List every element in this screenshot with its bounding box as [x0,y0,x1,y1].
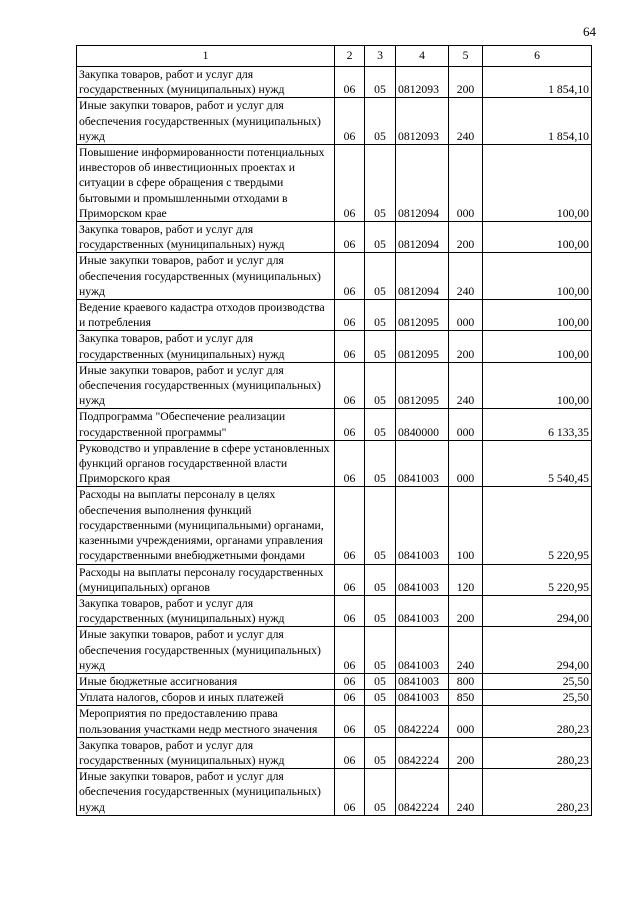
row-subsection: 05 [365,737,396,768]
budget-table [76,45,592,816]
row-target-code: 0812094 [396,253,449,300]
row-section: 06 [335,690,365,706]
row-amount: 280,23 [483,737,592,768]
row-name: Иные закупки товаров, работ и услуг для обеспечения государственных (муниципальных) нужд [77,627,335,674]
column-header: 6 [483,46,592,67]
row-amount: 100,00 [483,145,592,222]
row-expense-type: 000 [449,300,483,331]
row-expense-type: 000 [449,145,483,222]
row-section: 06 [335,673,365,689]
row-section: 06 [335,706,365,737]
table-row [77,300,592,331]
row-section: 06 [335,362,365,409]
row-name: Руководство и управление в сфере установленных функций органов государственной власти Приморского края [77,440,335,487]
row-target-code: 0812095 [396,331,449,362]
row-target-code: 0841003 [396,487,449,564]
row-name: Иные закупки товаров, работ и услуг для обеспечения государственных (муниципальных) нужд [77,98,335,145]
row-section: 06 [335,737,365,768]
row-expense-type: 200 [449,331,483,362]
table-row [77,627,592,674]
table-row [77,253,592,300]
row-amount: 25,50 [483,690,592,706]
row-name: Иные закупки товаров, работ и услуг для обеспечения государственных (муниципальных) нужд [77,362,335,409]
row-amount: 280,23 [483,769,592,816]
row-target-code: 0841003 [396,564,449,595]
table-row [77,409,592,440]
row-name: Закупка товаров, работ и услуг для государственных (муниципальных) нужд [77,737,335,768]
row-amount: 1 854,10 [483,67,592,98]
row-target-code: 0812095 [396,300,449,331]
row-name: Закупка товаров, работ и услуг для государственных (муниципальных) нужд [77,67,335,98]
table-row [77,440,592,487]
table-row [77,222,592,253]
row-expense-type: 240 [449,253,483,300]
row-section: 06 [335,595,365,626]
row-expense-type: 200 [449,737,483,768]
table-row [77,595,592,626]
row-name: Закупка товаров, работ и услуг для государственных (муниципальных) нужд [77,331,335,362]
row-target-code: 0842224 [396,737,449,768]
row-name: Иные закупки товаров, работ и услуг для обеспечения государственных (муниципальных) нужд [77,769,335,816]
row-amount: 5 220,95 [483,564,592,595]
column-header: 1 [77,46,335,67]
row-subsection: 05 [365,595,396,626]
row-subsection: 05 [365,769,396,816]
table-row [77,690,592,706]
row-amount: 100,00 [483,253,592,300]
row-subsection: 05 [365,487,396,564]
row-name: Расходы на выплаты персоналу в целях обеспечения выполнения функций государственными (муниципальными) органами, казенными учреждениями, органами управления государственными внебюджетными фондами [77,487,335,564]
row-expense-type: 100 [449,487,483,564]
row-subsection: 05 [365,331,396,362]
table-row [77,98,592,145]
column-header: 2 [335,46,365,67]
row-subsection: 05 [365,362,396,409]
row-section: 06 [335,253,365,300]
row-target-code: 0812094 [396,145,449,222]
row-target-code: 0812093 [396,98,449,145]
row-name: Иные закупки товаров, работ и услуг для обеспечения государственных (муниципальных) нужд [77,253,335,300]
row-expense-type: 200 [449,67,483,98]
row-section: 06 [335,769,365,816]
row-target-code: 0812095 [396,362,449,409]
row-expense-type: 240 [449,769,483,816]
row-section: 06 [335,409,365,440]
row-target-code: 0812094 [396,222,449,253]
row-section: 06 [335,627,365,674]
row-subsection: 05 [365,627,396,674]
table-row [77,769,592,816]
row-amount: 100,00 [483,331,592,362]
row-subsection: 05 [365,706,396,737]
row-section: 06 [335,300,365,331]
row-target-code: 0841003 [396,690,449,706]
row-name: Уплата налогов, сборов и иных платежей [77,690,335,706]
row-section: 06 [335,145,365,222]
row-amount: 25,50 [483,673,592,689]
row-amount: 5 540,45 [483,440,592,487]
row-amount: 294,00 [483,595,592,626]
row-section: 06 [335,67,365,98]
row-section: 06 [335,222,365,253]
row-name: Закупка товаров, работ и услуг для государственных (муниципальных) нужд [77,595,335,626]
row-expense-type: 000 [449,706,483,737]
row-subsection: 05 [365,440,396,487]
row-amount: 1 854,10 [483,98,592,145]
row-amount: 5 220,95 [483,487,592,564]
row-name: Расходы на выплаты персоналу государственных (муниципальных) органов [77,564,335,595]
row-target-code: 0841003 [396,627,449,674]
row-expense-type: 800 [449,673,483,689]
row-subsection: 05 [365,145,396,222]
row-expense-type: 200 [449,595,483,626]
row-name: Ведение краевого кадастра отходов производства и потребления [77,300,335,331]
table-row [77,67,592,98]
row-amount: 100,00 [483,222,592,253]
row-name: Подпрограмма "Обеспечение реализации государственной программы" [77,409,335,440]
row-subsection: 05 [365,673,396,689]
row-subsection: 05 [365,690,396,706]
table-row [77,145,592,222]
row-target-code: 0812093 [396,67,449,98]
row-subsection: 05 [365,253,396,300]
page-number: 64 [583,24,596,39]
table-header-row [77,46,592,67]
row-subsection: 05 [365,222,396,253]
row-section: 06 [335,98,365,145]
row-expense-type: 120 [449,564,483,595]
row-subsection: 05 [365,409,396,440]
row-expense-type: 000 [449,409,483,440]
column-header: 5 [449,46,483,67]
table-row [77,673,592,689]
row-amount: 280,23 [483,706,592,737]
table-row [77,737,592,768]
row-section: 06 [335,564,365,595]
row-target-code: 0841003 [396,673,449,689]
row-expense-type: 200 [449,222,483,253]
row-expense-type: 240 [449,362,483,409]
row-name: Иные бюджетные ассигнования [77,673,335,689]
row-subsection: 05 [365,98,396,145]
row-name: Повышение информированности потенциальных инвесторов об инвестиционных проектах и ситуации в сфере обращения с твердыми бытовыми и промышленными отходами в Приморском крае [77,145,335,222]
table-row [77,362,592,409]
column-header: 4 [396,46,449,67]
row-section: 06 [335,487,365,564]
row-name: Закупка товаров, работ и услуг для государственных (муниципальных) нужд [77,222,335,253]
row-target-code: 0841003 [396,440,449,487]
row-subsection: 05 [365,564,396,595]
row-amount: 100,00 [483,362,592,409]
row-amount: 294,00 [483,627,592,674]
row-subsection: 05 [365,300,396,331]
row-section: 06 [335,331,365,362]
table-row [77,706,592,737]
row-section: 06 [335,440,365,487]
row-target-code: 0841003 [396,595,449,626]
row-name: Мероприятия по предоставлению права пользования участками недр местного значения [77,706,335,737]
row-expense-type: 000 [449,440,483,487]
table-row [77,331,592,362]
row-amount: 6 133,35 [483,409,592,440]
column-header: 3 [365,46,396,67]
row-expense-type: 850 [449,690,483,706]
row-target-code: 0842224 [396,706,449,737]
row-target-code: 0842224 [396,769,449,816]
row-subsection: 05 [365,67,396,98]
row-target-code: 0840000 [396,409,449,440]
table-row [77,487,592,564]
row-expense-type: 240 [449,98,483,145]
table-row [77,564,592,595]
row-amount: 100,00 [483,300,592,331]
row-expense-type: 240 [449,627,483,674]
